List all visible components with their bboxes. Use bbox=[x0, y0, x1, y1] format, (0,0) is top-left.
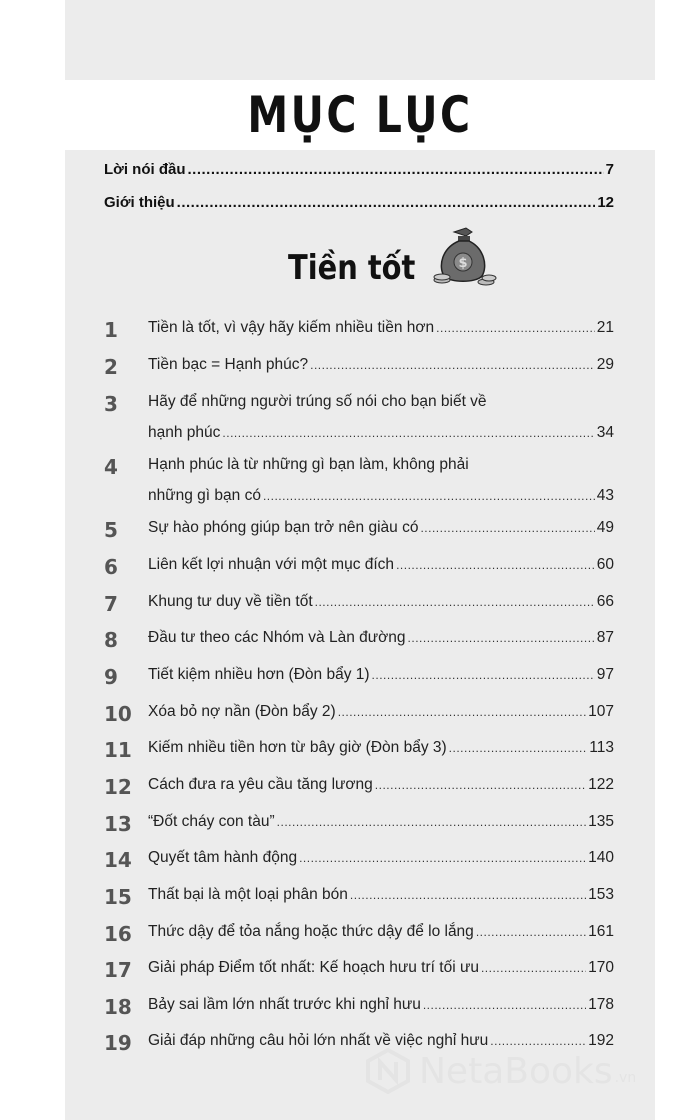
chapter-page-number: 43 bbox=[596, 487, 614, 504]
chapter-number: 16 bbox=[104, 922, 132, 946]
leader-dots bbox=[315, 595, 595, 609]
leader-dots bbox=[188, 161, 604, 178]
front-matter-page: 12 bbox=[597, 194, 614, 211]
leader-dots bbox=[490, 1034, 586, 1048]
leader-dots bbox=[222, 426, 594, 440]
chapter-number: 4 bbox=[104, 455, 118, 479]
chapter-title: Sự hào phóng giúp bạn trở nên giàu có bbox=[148, 519, 419, 536]
chapter-page-number: 153 bbox=[588, 886, 614, 903]
watermark-brand: NetaBooks bbox=[419, 1050, 613, 1092]
front-matter-label: Lời nói đầu bbox=[104, 161, 186, 178]
svg-text:$: $ bbox=[458, 256, 468, 271]
chapter-title-line: Hạnh phúc là từ những gì bạn làm, không phải bbox=[148, 456, 469, 473]
chapter-title: Giải pháp Điểm tốt nhất: Kế hoạch hưu trí tối ưu bbox=[148, 959, 479, 976]
chapter-title: Khung tư duy về tiền tốt bbox=[148, 593, 313, 610]
leader-dots bbox=[177, 194, 596, 211]
chapter-page-number: 107 bbox=[588, 703, 614, 720]
chapter-page-number: 192 bbox=[588, 1032, 614, 1049]
leader-dots bbox=[310, 358, 595, 372]
leader-dots bbox=[338, 705, 586, 719]
chapter-title: Cách đưa ra yêu cầu tăng lương bbox=[148, 776, 373, 793]
chapter-title: Tiết kiệm nhiều hơn (Đòn bẩy 1) bbox=[148, 666, 370, 683]
chapter-title: Tiền là tốt, vì vậy hãy kiếm nhiều tiền hơn bbox=[148, 319, 435, 336]
leader-dots bbox=[476, 925, 586, 939]
chapter-page-number: 135 bbox=[588, 813, 614, 830]
leader-dots bbox=[375, 778, 586, 792]
chapter-number: 15 bbox=[104, 885, 132, 909]
chapter-title: Giải đáp những câu hỏi lớn nhất về việc nghỉ hưu bbox=[148, 1032, 489, 1049]
chapter-title: “Đốt cháy con tàu” bbox=[148, 813, 275, 830]
leader-dots bbox=[449, 741, 588, 755]
chapter-number: 19 bbox=[104, 1031, 132, 1055]
chapter-title: Tiền bạc = Hạnh phúc? bbox=[148, 356, 309, 373]
money-bag-icon bbox=[432, 226, 498, 290]
leader-dots bbox=[277, 815, 586, 829]
chapter-page-number: 66 bbox=[596, 593, 614, 610]
chapter-title-line: Hãy để những người trúng số nói cho bạn biết về bbox=[148, 393, 487, 410]
chapter-page-number: 29 bbox=[596, 356, 614, 373]
chapter-page-number: 122 bbox=[588, 776, 614, 793]
chapter-title: Liên kết lợi nhuận với một mục đích bbox=[148, 556, 395, 573]
chapter-page-number: 140 bbox=[588, 849, 614, 866]
leader-dots bbox=[263, 489, 595, 503]
chapter-number: 5 bbox=[104, 518, 118, 542]
chapter-number: 2 bbox=[104, 355, 118, 379]
page-title: MỤC LỤC bbox=[247, 86, 473, 144]
leader-dots bbox=[481, 961, 586, 975]
netabooks-logo-icon bbox=[365, 1048, 411, 1094]
chapter-title: hạnh phúc bbox=[148, 424, 221, 441]
chapter-title: Bảy sai lầm lớn nhất trước khi nghỉ hưu bbox=[148, 996, 421, 1013]
chapter-title: Thức dậy để tỏa nắng hoặc thức dậy để lo lắng bbox=[148, 923, 474, 940]
chapter-page-number: 113 bbox=[589, 739, 614, 756]
chapter-number: 10 bbox=[104, 702, 132, 726]
part-title: Tiền tốt bbox=[288, 248, 416, 288]
chapter-page-number: 178 bbox=[588, 996, 614, 1013]
chapter-number: 18 bbox=[104, 995, 132, 1019]
chapter-page-number: 34 bbox=[596, 424, 614, 441]
chapter-page-number: 87 bbox=[596, 629, 614, 646]
chapter-page-number: 97 bbox=[596, 666, 614, 683]
chapter-title: Đầu tư theo các Nhóm và Làn đường bbox=[148, 629, 406, 646]
chapter-number: 7 bbox=[104, 592, 118, 616]
leader-dots bbox=[436, 321, 595, 335]
chapter-number: 14 bbox=[104, 848, 132, 872]
chapter-title: những gì bạn có bbox=[148, 487, 261, 504]
watermark-suffix: .vn bbox=[614, 1070, 637, 1086]
chapter-title: Thất bại là một loại phân bón bbox=[148, 886, 348, 903]
chapter-title: Kiếm nhiều tiền hơn từ bây giờ (Đòn bẩy 3) bbox=[148, 739, 447, 756]
leader-dots bbox=[396, 558, 595, 572]
chapter-title: Xóa bỏ nợ nần (Đòn bẩy 2) bbox=[148, 703, 336, 720]
chapter-page-number: 161 bbox=[588, 923, 614, 940]
leader-dots bbox=[299, 851, 586, 865]
chapter-number: 1 bbox=[104, 318, 118, 342]
chapter-page-number: 170 bbox=[588, 959, 614, 976]
front-matter-label: Giới thiệu bbox=[104, 194, 175, 211]
chapter-number: 9 bbox=[104, 665, 118, 689]
leader-dots bbox=[372, 668, 595, 682]
chapter-page-number: 21 bbox=[596, 319, 614, 336]
chapter-number: 12 bbox=[104, 775, 132, 799]
chapter-title: Quyết tâm hành động bbox=[148, 849, 298, 866]
leader-dots bbox=[408, 631, 595, 645]
chapter-number: 3 bbox=[104, 392, 118, 416]
chapter-number: 8 bbox=[104, 628, 118, 652]
chapter-number: 6 bbox=[104, 555, 118, 579]
chapter-number: 17 bbox=[104, 958, 132, 982]
leader-dots bbox=[423, 998, 586, 1012]
leader-dots bbox=[420, 521, 594, 535]
watermark bbox=[365, 1048, 636, 1094]
chapter-page-number: 60 bbox=[596, 556, 614, 573]
chapter-page-number: 49 bbox=[596, 519, 614, 536]
chapter-number: 13 bbox=[104, 812, 132, 836]
front-matter-page: 7 bbox=[605, 161, 614, 178]
front-matter-row[interactable] bbox=[104, 194, 614, 211]
leader-dots bbox=[350, 888, 586, 902]
chapter-number: 11 bbox=[104, 738, 132, 762]
front-matter-row[interactable] bbox=[104, 161, 614, 178]
